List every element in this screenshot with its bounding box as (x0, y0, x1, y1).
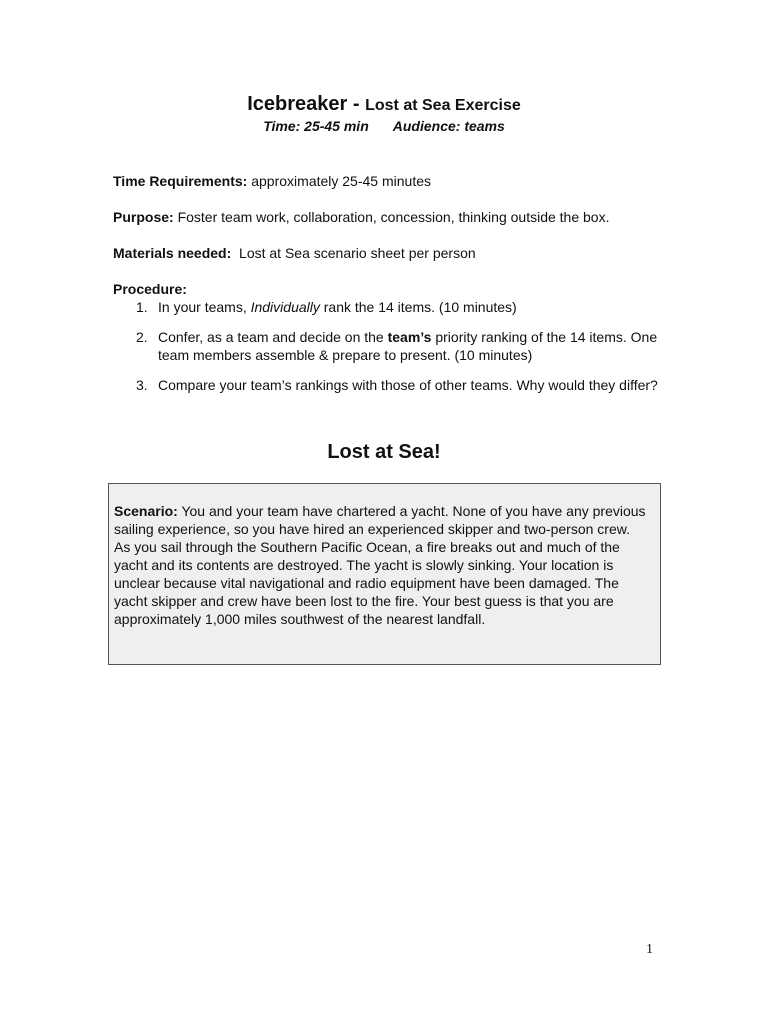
step-text: rank the 14 items. (10 minutes) (319, 299, 517, 315)
time-requirements-label: Time Requirements: (113, 173, 248, 189)
procedure-step (113, 298, 673, 316)
step-text: priority ranking of the 14 items. One team members assemble & prepare to present. (10 minutes) (158, 329, 658, 363)
audience-label: Audience: teams (392, 118, 505, 134)
step-text: Confer, as a team and decide on the (158, 329, 388, 345)
materials-label: Materials needed: (113, 245, 232, 261)
time-label: Time: 25-45 min (263, 118, 369, 134)
purpose (113, 209, 609, 225)
step-text: In your teams, (158, 299, 251, 315)
step-emphasis: Individually (250, 299, 320, 315)
procedure-step (113, 328, 673, 364)
procedure-label: Procedure: (113, 281, 187, 297)
purpose-label: Purpose: (113, 209, 174, 225)
scenario-label: Scenario: (114, 503, 178, 519)
materials-needed (113, 245, 476, 261)
purpose-value: Foster team work, collaboration, concession, thinking outside the box. (173, 209, 610, 225)
materials-value: Lost at Sea scenario sheet per person (231, 245, 476, 261)
step-number: 3. (136, 377, 148, 393)
step-number: 2. (136, 329, 148, 345)
time-requirements (113, 173, 431, 189)
step-number: 1. (136, 299, 148, 315)
title-subtitle: Lost at Sea Exercise (365, 97, 521, 114)
section-heading: Lost at Sea! (327, 441, 441, 463)
procedure-step (113, 376, 673, 394)
step-text: Compare your team’s rankings with those of other teams. Why would they differ? (158, 377, 658, 393)
page-number: 1 (646, 942, 653, 957)
time-audience-line (0, 118, 768, 134)
time-requirements-value: approximately 25-45 minutes (247, 173, 431, 189)
scenario-text: You and your team have chartered a yacht. None of you have any previous sailing experience, so you have hired an experienced skipper and two-person crew. As you sail through the Southern Pacific Ocean, a fire breaks out and much of the yacht and its contents are destroyed. The yacht is slowly sinking. Your location is unclear because vital navigational and radio equipment have been damaged. The yacht skipper and crew have been lost to the fire. Your best guess is that you are approximately 1,000 miles southwest of the nearest landfall. (114, 503, 646, 627)
procedure-heading (113, 281, 187, 297)
scenario-box (108, 483, 661, 665)
procedure-list (113, 298, 673, 406)
step-strong: team’s (387, 329, 432, 345)
title-main: Icebreaker - (247, 93, 366, 115)
document-title (0, 93, 768, 116)
